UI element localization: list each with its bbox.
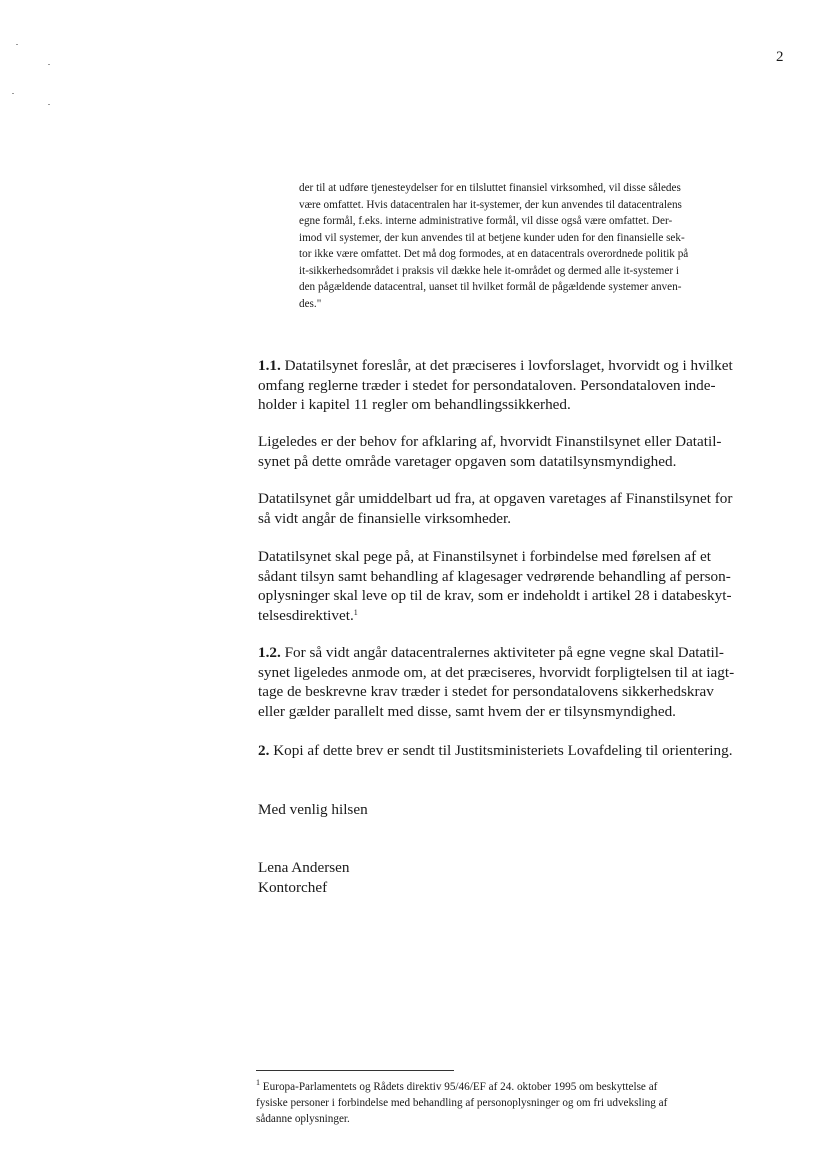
quote-line: des." xyxy=(299,297,322,310)
paragraph-line: tage de beskrevne krav træder i stedet for persondatalovens sikkerhedskrav xyxy=(258,683,714,701)
quote-line: egne formål, f.eks. interne administrative formål, vil disse også være omfattet. Der- xyxy=(299,215,673,227)
paragraph-line: så vidt angår de finansielle virksomheder. xyxy=(258,509,512,527)
quote-line: imod vil systemer, der kun anvendes til at betjene kunder uden for den finansielle sek- xyxy=(299,231,685,244)
quoted-passage xyxy=(299,180,785,312)
paragraph-line: Ligeledes er der behov for afklaring af, hvorvidt Finanstilsynet eller Datatil- xyxy=(258,433,722,450)
section-number: 1.2. xyxy=(258,644,281,661)
paragraph-clarification xyxy=(258,432,790,471)
paragraph-line: Datatilsynet går umiddelbart ud fra, at opgaven varetages af Finanstilsynet for xyxy=(258,490,733,507)
paragraph-supervision xyxy=(258,547,790,625)
signature-name: Lena Andersen xyxy=(258,859,350,876)
closing xyxy=(258,800,790,820)
footnote-separator xyxy=(256,1070,454,1071)
paragraph-line: oplysninger skal leve op til de krav, som er indeholdt i artikel 28 i databeskyt- xyxy=(258,587,732,605)
paragraph-line: synet ligeledes anmode om, at det præciseres, hvorvidt forpligtelsen til at iagt- xyxy=(258,663,735,681)
paragraph-line: Datatilsynet skal pege på, at Finanstilsynet i forbindelse med førelsen af et xyxy=(258,548,711,565)
paragraph-line: Datatilsynet foreslår, at det præciseres i lovforslaget, hvorvidt og i hvilket xyxy=(280,357,733,374)
paragraph-assumption xyxy=(258,489,790,528)
paragraph-1-2 xyxy=(258,643,790,721)
closing-text: Med venlig hilsen xyxy=(258,801,368,818)
section-number: 1.1. xyxy=(258,357,281,374)
paragraph-line: eller gælder parallelt med disse, samt hvem der er tilsynsmyndighed. xyxy=(258,702,676,720)
footnote-line: fysiske personer i forbindelse med behandling af personoplysninger og om fri udveksling af xyxy=(256,1097,668,1109)
signature-block xyxy=(258,858,790,897)
paragraph-line: Kopi af dette brev er sendt til Justitsministeriets Lovafdeling til orientering. xyxy=(269,742,733,759)
quote-line: it-sikkerhedsområdet i praksis vil dække hele it-området og dermed alle it-systemer i xyxy=(299,264,679,277)
paragraph-line: holder i kapitel 11 regler om behandlingssikkerhed. xyxy=(258,396,571,414)
footnote-reference: 1 xyxy=(353,607,358,617)
paragraph-line: synet på dette område varetager opgaven som datatilsynsmyndighed. xyxy=(258,452,677,470)
quote-line: tor ikke være omfattet. Det må dog formodes, at en datacentrals overordnede politik på xyxy=(299,248,689,260)
page-number: 2 xyxy=(776,49,784,65)
paragraph-line: sådant tilsyn samt behandling af klagesager vedrørende behandling af person- xyxy=(258,567,731,585)
footnote-line: Europa-Parlamentets og Rådets direktiv 95/46/EF af 24. oktober 1995 om beskyttelse af xyxy=(260,1081,658,1093)
quote-line: den pågældende datacentral, uanset til hvilket formål de pågældende systemer anven- xyxy=(299,281,682,293)
paragraph-1-1 xyxy=(258,356,790,415)
paragraph-line: omfang reglerne træder i stedet for persondataloven. Persondataloven inde- xyxy=(258,376,716,394)
paragraph-line: telsesdirektivet. xyxy=(258,606,354,624)
paragraph-line: For så vidt angår datacentralernes aktiviteter på egne vegne skal Datatil- xyxy=(280,644,724,661)
footnote xyxy=(256,1079,786,1127)
footnote-line: sådanne oplysninger. xyxy=(256,1113,350,1125)
quote-line: der til at udføre tjenesteydelser for en tilsluttet finansiel virksomhed, vil disse således xyxy=(299,182,681,194)
quote-line: være omfattet. Hvis datacentralen har it-systemer, der kun anvendes til datacentralens xyxy=(299,198,682,211)
section-number: 2. xyxy=(258,742,270,759)
footnote-marker: 1 xyxy=(256,1078,260,1087)
signature-title: Kontorchef xyxy=(258,878,328,896)
paragraph-2 xyxy=(258,741,790,761)
